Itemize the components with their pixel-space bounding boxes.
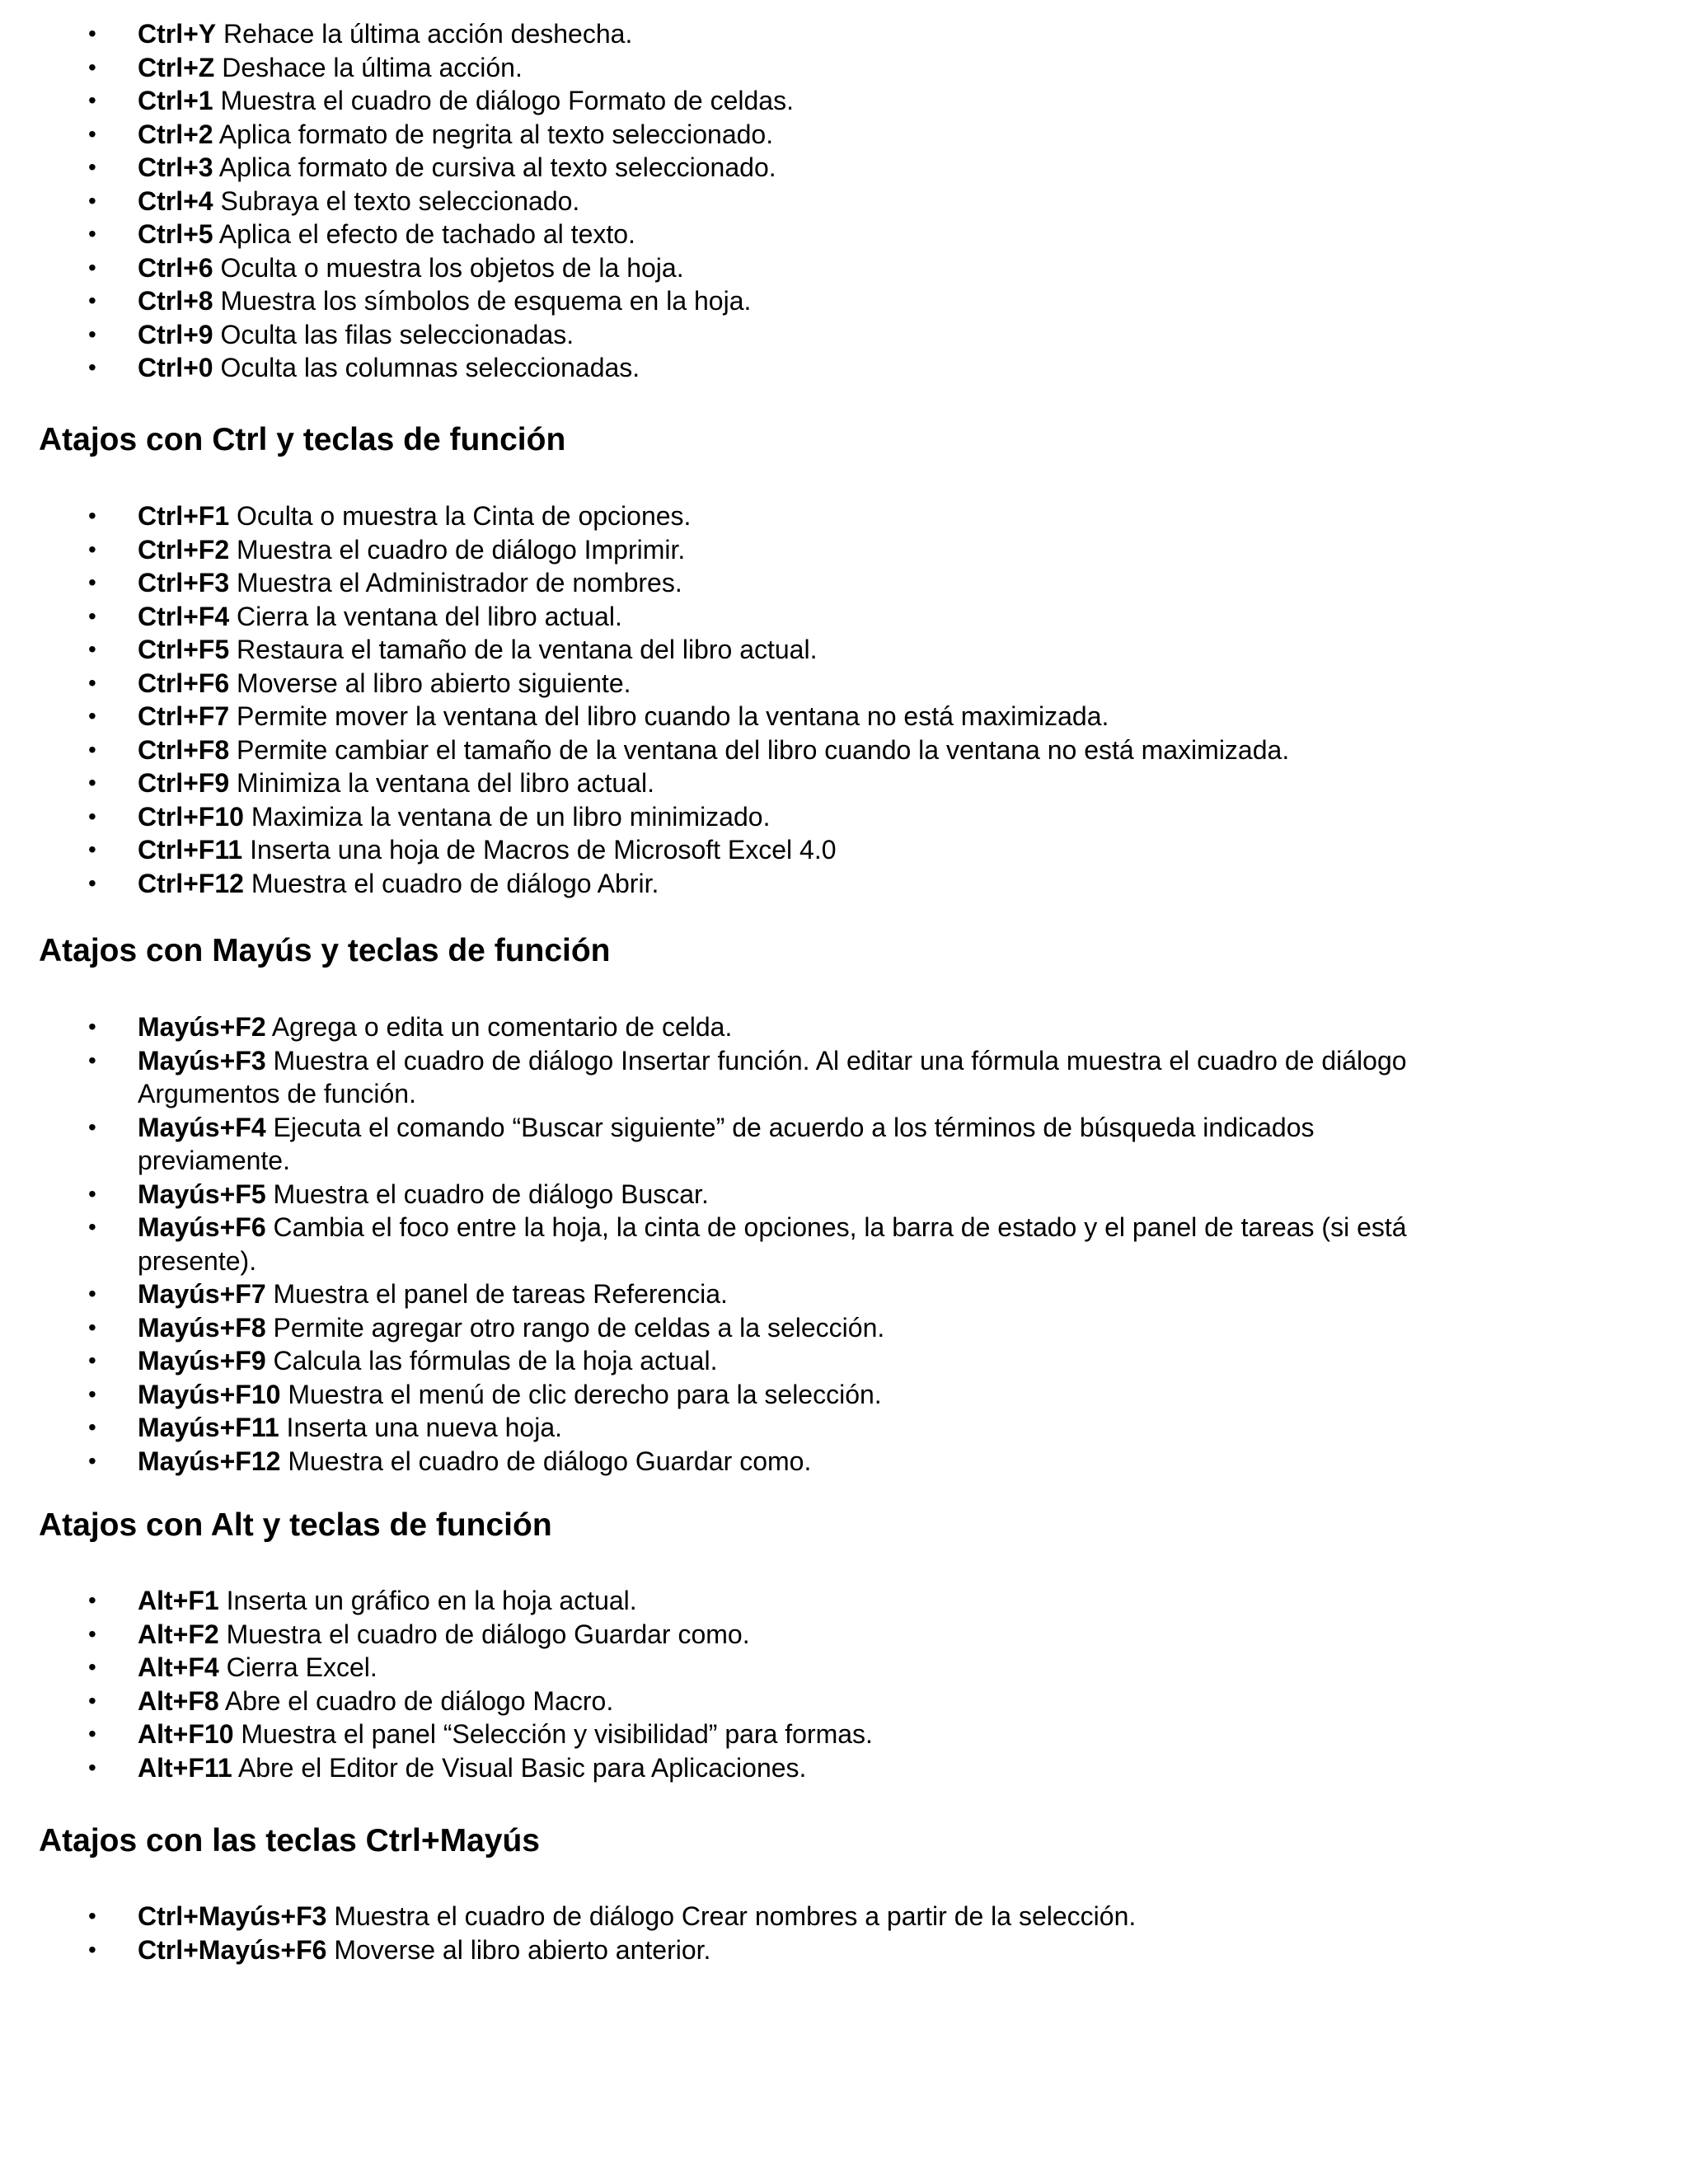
shortcut-key: Ctrl+F6 [138, 668, 230, 698]
bullet-icon: • [88, 1721, 96, 1746]
list-item [0, 185, 794, 218]
shortcut-description: Muestra el cuadro de diálogo Formato de celdas. [220, 86, 794, 115]
bullet-icon: • [88, 1936, 96, 1962]
shortcut-description: Permite mover la ventana del libro cuando la ventana no está maximizada. [237, 701, 1109, 731]
shortcut-description: Muestra el panel “Selección y visibilidad” para formas. [241, 1719, 873, 1749]
shortcut-key: Ctrl+Mayús+F3 [138, 1901, 327, 1931]
list-item [0, 1344, 1432, 1378]
shortcut-description: Agrega o edita un comentario de celda. [271, 1012, 733, 1042]
list-item [0, 1111, 1432, 1178]
shortcut-description: Maximiza la ventana de un libro minimizado. [251, 801, 771, 832]
bullet-icon: • [88, 1687, 96, 1713]
list-item [0, 151, 794, 185]
shortcut-key: Ctrl+F12 [138, 868, 244, 898]
shortcut-description: Oculta o muestra la Cinta de opciones. [237, 501, 692, 531]
shortcut-key: Ctrl+F11 [138, 835, 243, 865]
list-item [0, 251, 794, 285]
shortcut-key: Alt+F2 [138, 1619, 219, 1649]
bullet-icon: • [88, 221, 96, 246]
bullet-icon: • [88, 669, 96, 696]
bullet-icon: • [88, 1903, 96, 1929]
bullet-icon: • [88, 354, 96, 380]
shortcut-key: Ctrl+8 [138, 286, 213, 316]
shortcut-list-alt-function [0, 1584, 873, 1784]
list-item [0, 1651, 873, 1685]
shortcut-key: Alt+F1 [138, 1586, 219, 1615]
section-title-ctrl-shift: Atajos con las teclas Ctrl+Mayús [39, 1823, 540, 1858]
shortcut-key: Alt+F8 [138, 1685, 219, 1716]
shortcut-description: Cierra Excel. [226, 1652, 377, 1682]
shortcut-description: Muestra los símbolos de esquema en la hoja. [220, 286, 752, 316]
shortcut-list-shift-function [0, 1010, 1432, 1478]
bullet-icon: • [88, 187, 96, 213]
bullet-icon: • [88, 120, 96, 147]
shortcut-description: Muestra el Administrador de nombres. [237, 568, 682, 598]
shortcut-key: Ctrl+F1 [138, 501, 230, 531]
shortcut-description: Muestra el cuadro de diálogo Crear nombres a partir de la selección. [334, 1901, 1137, 1931]
shortcut-description: Cierra la ventana del libro actual. [237, 601, 622, 631]
shortcut-key: Mayús+F11 [138, 1413, 279, 1442]
list-item [0, 1584, 873, 1618]
shortcut-key: Mayús+F9 [138, 1346, 266, 1376]
shortcut-key: Mayús+F10 [138, 1379, 281, 1409]
shortcut-key: Ctrl+Mayús+F6 [138, 1934, 327, 1965]
list-item [0, 51, 794, 85]
list-item [0, 84, 794, 118]
shortcut-description: Moverse al libro abierto siguiente. [237, 668, 631, 698]
bullet-icon: • [88, 703, 96, 729]
list-item [0, 351, 794, 385]
shortcut-key: Alt+F10 [138, 1719, 234, 1749]
bullet-icon: • [88, 602, 96, 629]
shortcut-key: Mayús+F3 [138, 1045, 266, 1076]
shortcut-description: Inserta un gráfico en la hoja actual. [226, 1586, 637, 1615]
bullet-icon: • [88, 503, 96, 528]
shortcut-description: Abre el Editor de Visual Basic para Aplicaciones. [237, 1752, 807, 1783]
list-item [0, 218, 794, 251]
shortcut-key: Ctrl+F7 [138, 701, 230, 731]
shortcut-key: Ctrl+4 [138, 185, 213, 216]
shortcut-key: Ctrl+0 [138, 353, 213, 382]
shortcut-description: Muestra el cuadro de diálogo Guardar como. [226, 1619, 750, 1649]
bullet-icon: • [88, 254, 96, 280]
list-item [0, 833, 1289, 867]
list-item [0, 1685, 873, 1718]
shortcut-description: Cambia el foco entre la hoja, la cinta de opciones, la barra de estado y el panel de tareas (si está presente). [138, 1212, 1407, 1276]
list-item [0, 1618, 873, 1652]
list-item [0, 633, 1289, 667]
list-item [0, 1010, 1432, 1044]
list-item [0, 566, 1289, 600]
shortcut-key: Alt+F4 [138, 1652, 219, 1682]
list-item [0, 1311, 1432, 1345]
shortcut-description: Calcula las fórmulas de la hoja actual. [273, 1346, 718, 1376]
shortcut-key: Ctrl+2 [138, 119, 213, 149]
bullet-icon: • [88, 1620, 96, 1647]
shortcut-description: Subraya el texto seleccionado. [220, 185, 580, 216]
list-item [0, 700, 1289, 733]
shortcut-description: Muestra el cuadro de diálogo Imprimir. [237, 534, 686, 565]
shortcut-key: Ctrl+3 [138, 152, 213, 182]
shortcut-key: Ctrl+F5 [138, 635, 230, 664]
bullet-icon: • [88, 1047, 96, 1073]
shortcut-description: Inserta una hoja de Macros de Microsoft Excel 4.0 [250, 835, 837, 865]
bullet-icon: • [88, 869, 96, 896]
bullet-icon: • [88, 1754, 96, 1780]
shortcut-description: Minimiza la ventana del libro actual. [237, 768, 654, 798]
bullet-icon: • [88, 1414, 96, 1440]
bullet-icon: • [88, 636, 96, 662]
list-item [0, 1378, 1432, 1412]
shortcut-description: Muestra el cuadro de diálogo Abrir. [251, 868, 659, 898]
list-item [0, 667, 1289, 701]
bullet-icon: • [88, 1180, 96, 1207]
shortcut-key: Mayús+F4 [138, 1112, 266, 1142]
bullet-icon: • [88, 536, 96, 562]
bullet-icon: • [88, 1447, 96, 1474]
list-item [0, 533, 1289, 567]
shortcut-key: Ctrl+F3 [138, 568, 230, 598]
shortcut-key: Ctrl+5 [138, 219, 213, 249]
shortcut-key: Mayús+F2 [138, 1012, 266, 1042]
bullet-icon: • [88, 803, 96, 829]
list-item [0, 1411, 1432, 1445]
bullet-icon: • [88, 569, 96, 595]
shortcut-key: Ctrl+F10 [138, 801, 244, 832]
shortcut-key: Ctrl+9 [138, 319, 213, 349]
list-item [0, 1211, 1432, 1277]
bullet-icon: • [88, 1214, 96, 1240]
shortcut-key: Ctrl+6 [138, 252, 213, 283]
shortcut-key: Mayús+F8 [138, 1312, 266, 1343]
shortcut-description: Oculta las columnas seleccionadas. [220, 353, 640, 382]
list-item [0, 1751, 873, 1785]
shortcut-description: Aplica formato de cursiva al texto seleccionado. [218, 152, 776, 182]
shortcut-description: Muestra el cuadro de diálogo Insertar función. Al editar una fórmula muestra el cuadro de diálogo Argumentos de función. [138, 1045, 1407, 1108]
bullet-icon: • [88, 770, 96, 795]
list-item [0, 600, 1289, 634]
bullet-icon: • [88, 288, 96, 313]
list-item [0, 1933, 1136, 1967]
list-item [0, 499, 1289, 533]
bullet-icon: • [88, 54, 96, 80]
list-item [0, 1277, 1432, 1311]
shortcut-description: Permite cambiar el tamaño de la ventana del libro cuando la ventana no está maximizada. [237, 734, 1290, 765]
list-item [0, 1718, 873, 1751]
list-item [0, 1900, 1136, 1933]
shortcut-key: Mayús+F5 [138, 1179, 266, 1209]
bullet-icon: • [88, 1314, 96, 1340]
shortcut-list-ctrl-function [0, 499, 1289, 900]
section-title-alt-function: Atajos con Alt y teclas de función [39, 1507, 552, 1543]
shortcut-key: Mayús+F7 [138, 1279, 266, 1309]
bullet-icon: • [88, 1380, 96, 1407]
bullet-icon: • [88, 154, 96, 180]
shortcut-key: Ctrl+F8 [138, 734, 230, 765]
list-item [0, 1044, 1432, 1111]
shortcut-description: Permite agregar otro rango de celdas a la selección. [273, 1312, 885, 1343]
bullet-icon: • [88, 87, 96, 113]
bullet-icon: • [88, 736, 96, 762]
list-item [0, 1178, 1432, 1212]
shortcut-description: Oculta o muestra los objetos de la hoja. [220, 252, 684, 283]
list-item [0, 284, 794, 318]
shortcut-key: Ctrl+1 [138, 86, 213, 115]
shortcut-description: Rehace la última acción deshecha. [223, 19, 633, 49]
shortcut-description: Inserta una nueva hoja. [286, 1413, 563, 1442]
bullet-icon: • [88, 1014, 96, 1039]
list-item [0, 118, 794, 152]
shortcut-key: Alt+F11 [138, 1752, 232, 1783]
list-item [0, 318, 794, 352]
list-item [0, 1445, 1432, 1479]
bullet-icon: • [88, 1347, 96, 1373]
bullet-icon: • [88, 1654, 96, 1680]
shortcut-description: Deshace la última acción. [222, 52, 523, 82]
list-item [0, 800, 1289, 834]
list-item [0, 733, 1289, 767]
section-title-shift-function: Atajos con Mayús y teclas de función [39, 933, 611, 968]
shortcut-list-ctrl-basic [0, 17, 794, 385]
shortcut-description: Abre el cuadro de diálogo Macro. [224, 1685, 614, 1716]
list-item [0, 17, 794, 51]
shortcut-key: Ctrl+F2 [138, 534, 230, 565]
bullet-icon: • [88, 321, 96, 347]
shortcut-description: Moverse al libro abierto anterior. [334, 1934, 711, 1965]
list-item [0, 766, 1289, 800]
section-title-ctrl-function: Atajos con Ctrl y teclas de función [39, 422, 566, 457]
bullet-icon: • [88, 1113, 96, 1140]
shortcut-description: Aplica el efecto de tachado al texto. [218, 219, 635, 249]
shortcut-key: Ctrl+F9 [138, 768, 230, 798]
shortcut-key: Mayús+F12 [138, 1446, 281, 1476]
shortcut-key: Ctrl+F4 [138, 601, 230, 631]
bullet-icon: • [88, 1587, 96, 1613]
shortcut-key: Mayús+F6 [138, 1212, 266, 1242]
shortcut-list-ctrl-shift [0, 1900, 1136, 1966]
list-item [0, 867, 1289, 901]
shortcut-description: Oculta las filas seleccionadas. [220, 319, 574, 349]
bullet-icon: • [88, 837, 96, 862]
shortcut-description: Restaura el tamaño de la ventana del libro actual. [237, 635, 818, 664]
bullet-icon: • [88, 1281, 96, 1306]
shortcut-description: Muestra el cuadro de diálogo Guardar como. [288, 1446, 812, 1476]
shortcut-description: Aplica formato de negrita al texto seleccionado. [218, 119, 774, 149]
bullet-icon: • [88, 21, 96, 46]
shortcut-key: Ctrl+Z [138, 52, 215, 82]
shortcut-key: Ctrl+Y [138, 19, 217, 49]
shortcut-description: Muestra el cuadro de diálogo Buscar. [273, 1179, 709, 1209]
shortcut-description: Muestra el panel de tareas Referencia. [273, 1279, 728, 1309]
shortcut-description: Ejecuta el comando “Buscar siguiente” de acuerdo a los términos de búsqueda indicados previamente. [138, 1112, 1315, 1175]
shortcut-description: Muestra el menú de clic derecho para la selección. [288, 1379, 882, 1409]
